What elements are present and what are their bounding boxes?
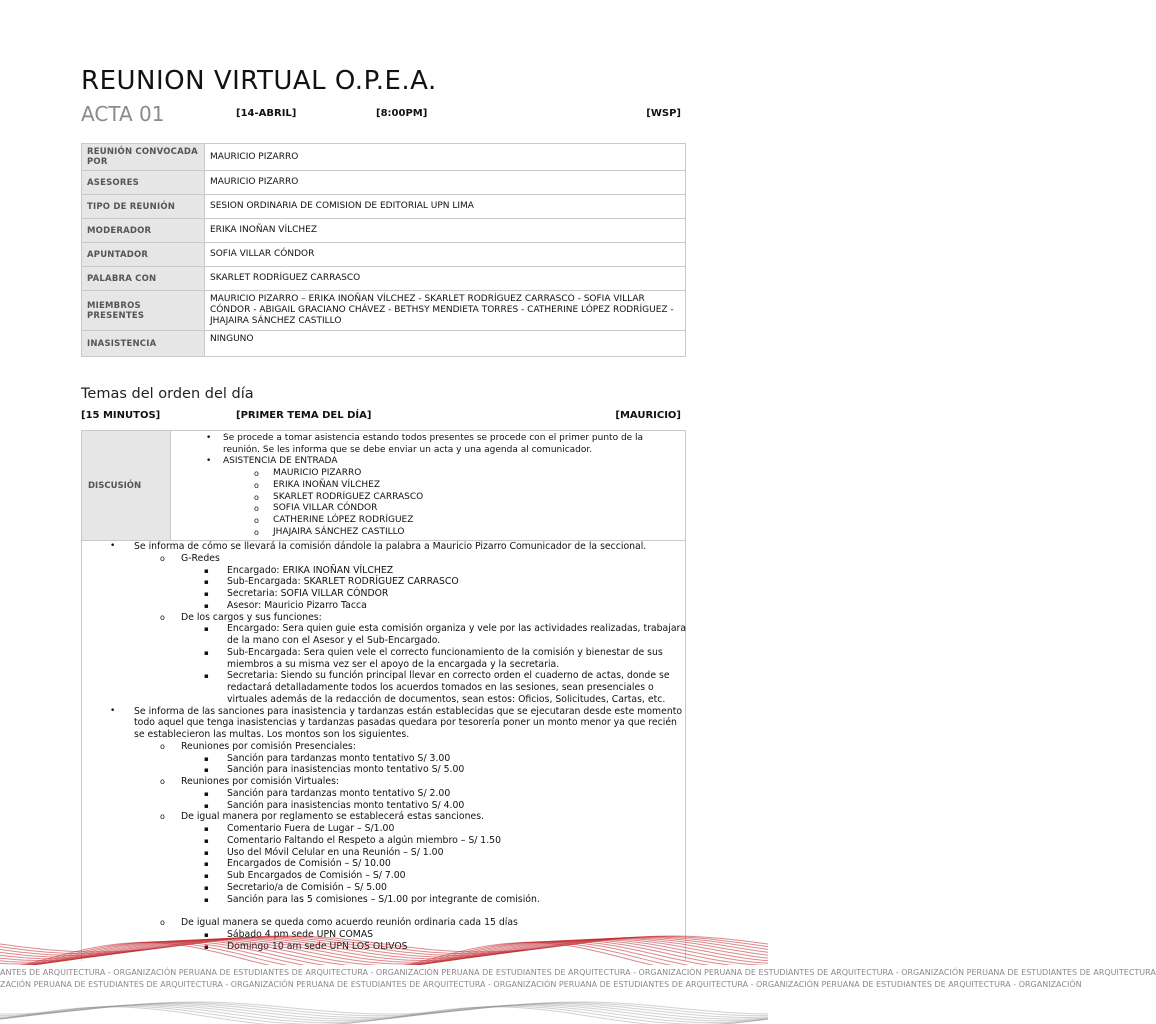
list-item-text: ASISTENCIA DE ENTRADA: [223, 456, 338, 467]
bullet-icon: •: [206, 456, 212, 467]
list-item: [82, 835, 782, 847]
acta-number: ACTA 01: [81, 102, 165, 126]
circle-bullet-icon: o: [160, 812, 165, 822]
list-item-text: Secretario/a de Comisión – S/ 5.00: [227, 881, 387, 893]
square-bullet-icon: ▪: [204, 825, 209, 833]
square-bullet-icon: ▪: [204, 848, 209, 857]
info-value: SOFIA VILLAR CÓNDOR: [205, 243, 686, 267]
square-bullet-icon: ▪: [204, 766, 209, 775]
list-item-text: Sub Encargados de Comisión – S/ 7.00: [227, 870, 406, 881]
footer-decoration: [0, 900, 1156, 1024]
list-item-text: Sub-Encargada: Sera quien vele el correcto funcionamiento de la comisión y bienestar de sus miembros a su misma vez ser el apoyo de la encargada y la secretaria.: [227, 646, 663, 670]
list-item-text: Reuniones por comisión Virtuales:: [181, 776, 340, 787]
list-item-text: SKARLET RODRÍGUEZ CARRASCO: [273, 491, 424, 502]
list-item: [82, 858, 782, 870]
circle-bullet-icon: o: [254, 469, 259, 479]
agenda-presenter: [MAURICIO]: [615, 410, 681, 421]
info-value: MAURICIO PIZARRO: [205, 144, 686, 171]
square-bullet-icon: ▪: [204, 578, 209, 587]
list-item: [82, 541, 782, 553]
list-item-text: Sanción para tardanzas monto tentativo S/ 2.00: [227, 787, 451, 799]
info-label: PALABRA CON: [82, 267, 205, 291]
square-bullet-icon: ▪: [204, 836, 209, 845]
meeting-date: [14-ABRIL]: [236, 108, 297, 119]
list-item: [82, 553, 782, 565]
list-item-text: De los cargos y sus funciones:: [181, 611, 322, 623]
list-item-text: Sanción para inasistencias monto tentativo S/ 4.00: [227, 799, 465, 811]
list-item-text: Sanción para las 5 comisiones – S/1.00 por integrante de comisión.: [227, 893, 540, 905]
info-value: MAURICIO PIZARRO – ERIKA INOÑAN VÍLCHEZ - SKARLET RODRÍGUEZ CARRASCO - SOFIA VILLAR CÓNDOR - ABIGAIL GRACIANO CHÁVEZ - BETHSY MENDIETA TORRES - CATHERINE LÓPEZ RODRÍGUEZ - JHAJAIRA SÁNCHEZ CASTILLO: [205, 291, 686, 331]
acta-header-row: [81, 102, 681, 128]
section-title: Temas del orden del día: [81, 386, 254, 402]
list-item: [82, 800, 782, 812]
list-item-text: De igual manera por reglamento se establecerá estas sanciones.: [181, 811, 484, 823]
info-label: MIEMBROS PRESENTES: [82, 291, 205, 331]
list-item: [178, 492, 678, 504]
info-row: [82, 144, 686, 171]
list-item: [82, 588, 782, 600]
list-item: [82, 788, 782, 800]
circle-bullet-icon: o: [254, 480, 259, 490]
list-item-text: Uso del Móvil Celular en una Reunión – S/ 1.00: [227, 846, 444, 858]
list-item: [82, 741, 782, 753]
list-item: [82, 870, 782, 882]
discussion-box: [81, 430, 686, 541]
square-bullet-icon: ▪: [204, 860, 209, 869]
list-item-text: Comentario Faltando el Respeto a algún miembro – S/ 1.50: [227, 834, 502, 846]
info-row: [82, 291, 686, 331]
square-bullet-icon: ▪: [204, 942, 209, 951]
square-bullet-icon: ▪: [204, 872, 209, 880]
info-row: [82, 195, 686, 219]
list-item-text: JHAJAIRA SÁNCHEZ CASTILLO: [273, 526, 405, 537]
info-row: [82, 267, 686, 291]
document-title: REUNION VIRTUAL O.P.E.A.: [81, 66, 437, 96]
list-item: [178, 503, 678, 515]
list-item: [82, 576, 782, 588]
list-item-text: De igual manera se queda como acuerdo reunión ordinaria cada 15 días: [181, 917, 518, 928]
circle-bullet-icon: o: [254, 492, 259, 502]
list-item: [82, 764, 782, 776]
info-value: SESION ORDINARIA DE COMISION DE EDITORIAL UPN LIMA: [205, 195, 686, 219]
square-bullet-icon: ▪: [204, 930, 209, 939]
list-item: [82, 600, 782, 612]
list-item: [178, 527, 678, 539]
list-item-text: Encargados de Comisión – S/ 10.00: [227, 858, 391, 870]
info-value: SKARLET RODRÍGUEZ CARRASCO: [205, 267, 686, 291]
bullet-icon: •: [110, 705, 116, 716]
meeting-place: [WSP]: [646, 108, 681, 119]
circle-bullet-icon: o: [254, 504, 259, 514]
list-item-text: Encargado: Sera quien guie esta comisión organiza y vele por las actividades realizadas, trabajara de la mano con el Asesor y el Sub-Encargado.: [227, 623, 687, 646]
list-item-text: CATHERINE LÓPEZ RODRÍGUEZ: [273, 514, 414, 525]
circle-bullet-icon: o: [160, 777, 165, 786]
list-item-text: Se procede a tomar asistencia estando todos presentes se procede con el primer punto de la reunión. Se les informa que se debe enviar un acta y una agenda al comunicador.: [223, 433, 644, 455]
square-bullet-icon: ▪: [204, 648, 209, 657]
meeting-time: [8:00PM]: [376, 108, 428, 119]
list-item-text: SOFIA VILLAR CÓNDOR: [273, 503, 378, 514]
info-label: ASESORES: [82, 171, 205, 195]
square-bullet-icon: ▪: [204, 672, 209, 681]
list-item-text: Comentario Fuera de Lugar – S/1.00: [227, 823, 395, 834]
list-item-text: Domingo 10 am sede UPN LOS OLIVOS: [227, 940, 408, 952]
info-value: ERIKA INOÑAN VÍLCHEZ: [205, 219, 686, 243]
minutes-list: [82, 541, 782, 952]
list-item-text: Se informa de cómo se llevará la comisión dándole la palabra a Mauricio Pizarro Comunicador de la seccional.: [134, 541, 647, 552]
circle-bullet-icon: o: [254, 515, 259, 525]
list-item: [178, 456, 678, 468]
bullet-icon: •: [206, 433, 212, 443]
bullet-icon: •: [110, 541, 116, 551]
info-value: MAURICIO PIZARRO: [205, 171, 686, 195]
circle-bullet-icon: o: [160, 553, 165, 563]
list-item-text: Secretaria: SOFIA VILLAR CÓNDOR: [227, 588, 389, 599]
agenda-topic: [PRIMER TEMA DEL DÍA]: [236, 410, 372, 421]
list-item: [82, 647, 782, 671]
square-bullet-icon: ▪: [204, 801, 209, 810]
square-bullet-icon: ▪: [204, 625, 209, 634]
square-bullet-icon: ▪: [204, 883, 209, 892]
square-bullet-icon: ▪: [204, 895, 209, 904]
info-row: [82, 219, 686, 243]
list-item-text: ERIKA INOÑAN VÍLCHEZ: [273, 479, 381, 490]
list-item: [82, 623, 782, 647]
square-bullet-icon: ▪: [204, 566, 209, 575]
agenda-minutes: [15 MINUTOS]: [81, 410, 161, 421]
info-label: MODERADOR: [82, 219, 205, 243]
circle-bullet-icon: o: [160, 612, 165, 622]
square-bullet-icon: ▪: [204, 601, 209, 610]
list-item: [82, 882, 782, 894]
list-item: [82, 811, 782, 823]
meeting-info-table: [81, 143, 686, 357]
square-bullet-icon: ▪: [204, 590, 209, 598]
info-value: NINGUNO: [205, 331, 686, 357]
list-item: [178, 515, 678, 527]
list-item: [82, 776, 782, 788]
list-item: [82, 565, 782, 577]
list-item-text: Sanción para tardanzas monto tentativo S/ 3.00: [227, 752, 451, 764]
list-item: [82, 612, 782, 624]
footer-text: ANTES DE ARQUITECTURA - ORGANIZACIÓN PERUANA DE ESTUDIANTES DE ARQUITECTURA - ORGANIZACIÓN PERUANA DE ESTUDIANTES DE ARQUITECTURA - ORGANIZACIÓN PERUANA DE ESTUDIANTES DE ARQUITECTURA - ORGANIZACIÓN PERUANA DE ESTUDIANTES DE ARQUITECTURA: [0, 968, 1156, 977]
list-item: [178, 433, 678, 456]
red-wave-line: [0, 940, 768, 964]
footer-text-2: ZACIÓN PERUANA DE ESTUDIANTES DE ARQUITECTURA - ORGANIZACIÓN PERUANA DE ESTUDIANTES DE ARQUITECTURA - ORGANIZACIÓN PERUANA DE ESTUDIANTES DE ARQUITECTURA - ORGANIZACIÓN PERUANA DE ESTUDIANTES DE ARQUITECTURA - ORGANIZACIÓN: [0, 980, 1082, 989]
list-item-text: Asesor: Mauricio Pizarro Tacca: [227, 599, 367, 611]
square-bullet-icon: ▪: [204, 754, 209, 763]
list-item: [82, 706, 782, 741]
list-item: [82, 753, 782, 765]
list-item-text: MAURICIO PIZARRO: [273, 468, 362, 479]
list-item: [82, 670, 782, 705]
info-label: INASISTENCIA: [82, 331, 205, 357]
info-label: APUNTADOR: [82, 243, 205, 267]
list-item-text: Sanción para inasistencias monto tentativo S/ 5.00: [227, 764, 465, 776]
list-item: [82, 823, 782, 835]
list-item-text: Reuniones por comisión Presenciales:: [181, 740, 356, 752]
list-item-text: Secretaria: Siendo su función principal llevar en correcto orden el cuaderno de actas, donde se redactará detalladamente todos los acuerdos tomados en las sesiones, sean presenciales o virtuales además de la redacción de documentos, sean estos: Oficios, Solicitudes, Cartas, etc.: [227, 670, 670, 705]
info-label: REUNIÓN CONVOCADA POR: [82, 144, 205, 171]
discussion-list: [178, 433, 678, 538]
agenda-header: [81, 410, 681, 426]
list-item: [178, 468, 678, 480]
red-wave-line: [0, 938, 768, 959]
list-item: [178, 480, 678, 492]
circle-bullet-icon: o: [254, 527, 259, 537]
list-item-text: Se informa de las sanciones para inasistencia y tardanzas están establecidas que se ejecutaran desde este momento todo aquel que tenga inasistencias y tardanzas pasadas quedara por tesorería poner un monto menor ya que recién se establecieron las multas. Los montos son los siguientes.: [134, 705, 683, 740]
list-item-text: Sub-Encargada: SKARLET RODRÍGUEZ CARRASCO: [227, 576, 459, 588]
minutes-body: [81, 541, 686, 961]
discussion-label: DISCUSIÓN: [82, 431, 171, 540]
info-row: [82, 243, 686, 267]
info-label: TIPO DE REUNIÓN: [82, 195, 205, 219]
info-row: [82, 331, 686, 357]
list-item-text: G-Redes: [181, 552, 220, 564]
list-item-text: Encargado: ERIKA INOÑAN VÍLCHEZ: [227, 564, 394, 576]
list-item: [82, 847, 782, 859]
info-row: [82, 171, 686, 195]
square-bullet-icon: ▪: [204, 789, 209, 798]
circle-bullet-icon: o: [160, 741, 165, 751]
list-item-text: Sábado 4 pm sede UPN COMAS: [227, 928, 374, 940]
circle-bullet-icon: o: [160, 918, 165, 927]
